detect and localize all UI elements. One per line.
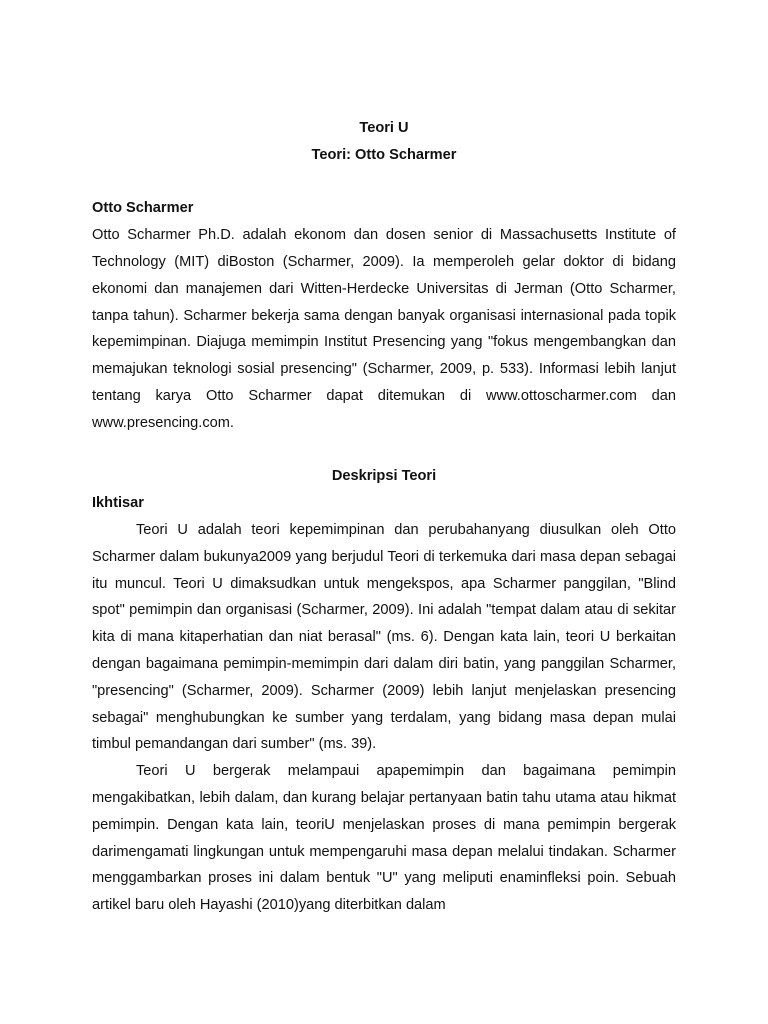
document-subtitle: Teori: Otto Scharmer	[311, 146, 457, 163]
section-heading-otto-scharmer: Otto Scharmer	[92, 200, 194, 217]
document-body	[92, 115, 676, 919]
spacer	[92, 437, 676, 464]
spacer	[92, 169, 676, 196]
section-paragraph-biography: Otto Scharmer Ph.D. adalah ekonom dan dosen senior di Massachusetts Institute of Technology (MIT) diBoston (Scharmer, 2009). Ia memperoleh gelar doktor di bidang ekonomi dan manajemen dari Witten-Herdecke Universitas di Jerman (Otto Scharmer, tanpa tahun). Scharmer bekerja sama dengan banyak organisasi internasional pada topik kepemimpinan. Diajuga memimpin Institut Presencing yang "fokus mengembangkan dan memajukan teknologi sosial presencing" (Scharmer, 2009, p. 533). Informasi lebih lanjut tentang karya Otto Scharmer dapat ditemukan di www.ottoscharmer.com dan www.presencing.com.	[92, 227, 676, 431]
subheading-ikhtisar: Ikhtisar	[92, 495, 144, 512]
document-title: Teori U	[359, 120, 409, 136]
paragraph-overview-2: Teori U bergerak melampaui apapemimpin dan bagaimana pemimpin mengakibatkan, lebih dalam, dan kurang belajar pertanyaan batin tahu utama atau hikmat pemimpin. Dengan kata lain, teoriU menjelaskan proses di mana pemimpin bergerak darimengamati lingkungan untuk mempengaruhi masa depan melalui tindakan. Scharmer menggambarkan proses ini dalam bentuk "U" yang meliputi enaminfleksi poin. Sebuah artikel baru oleh Hayashi (2010)yang diterbitkan dalam	[92, 763, 676, 914]
paragraph-overview-1: Teori U adalah teori kepemimpinan dan perubahanyang diusulkan oleh Otto Scharmer dalam bukunya2009 yang berjudul Teori di terkemuka dari masa depan sebagai itu muncul. Teori U dimaksudkan untuk mengekspos, apa Scharmer panggilan, "Blind spot" pemimpin dan organisasi (Scharmer, 2009). Ini adalah "tempat dalam atau di sekitar kita di mana kitaperhatian dan niat berasal" (ms. 6). Dengan kata lain, teori U berkaitan dengan bagaimana pemimpin-memimpin dari dalam diri batin, yang panggilan Scharmer, "presencing" (Scharmer, 2009). Scharmer (2009) lebih lanjut menjelaskan presencing sebagai" menghubungkan ke sumber yang terdalam, yang bidang masa depan mulai timbul pemandangan dari sumber" (ms. 39).	[92, 521, 676, 753]
section-heading-deskripsi-teori: Deskripsi Teori	[331, 468, 437, 485]
